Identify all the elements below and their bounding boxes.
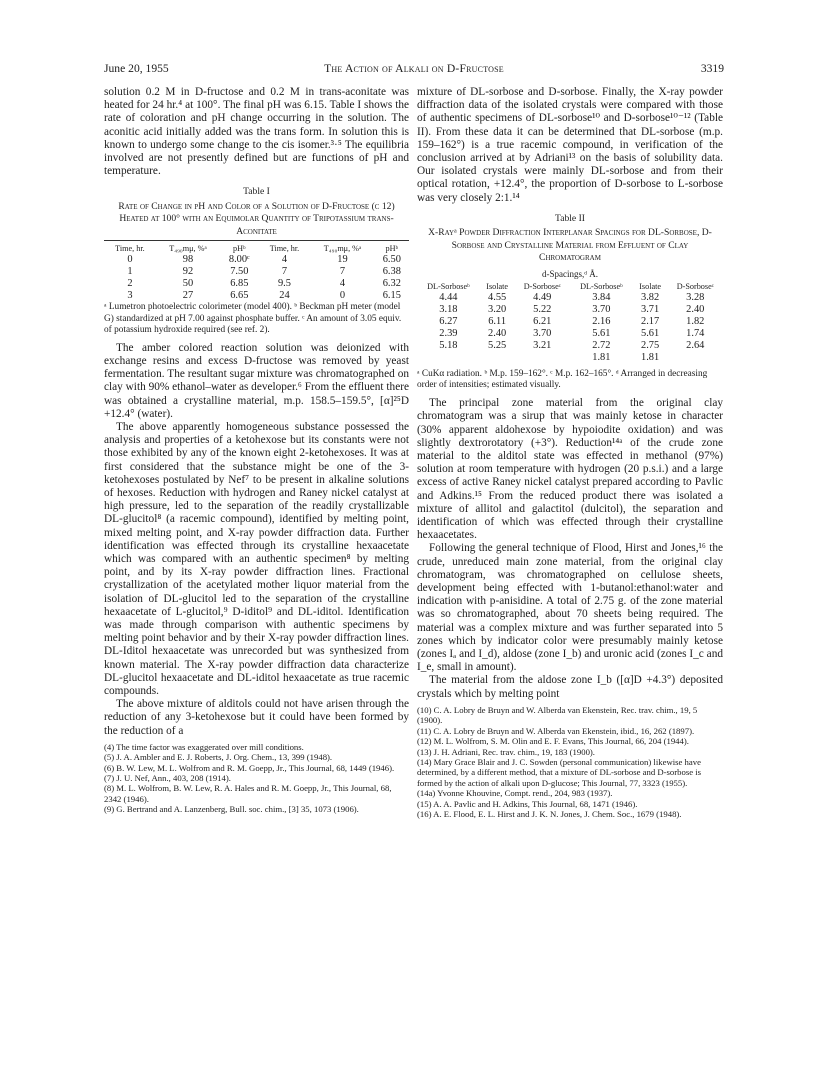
table-cell: 4: [339, 278, 346, 290]
left-paragraph-1: solution 0.2 M in D-fructose and 0.2 M in trans-aconitate was heated for 24 hr.⁴ at 100°. The final pH was 6.15. Table I shows the rate of coloration and pH change occurring in the solution. The aconitic acid initially added was the trans form. In solution this is known to undergo some change to the cis isomer.³·⁵ The equilibria involved are not presently defined but are functions of pH and temperature.: [104, 86, 409, 178]
table-cell: 6.27: [439, 316, 458, 328]
table-cell: 2.40: [686, 304, 705, 316]
table-cell: 3: [127, 290, 133, 302]
table1-caption: Table I: [243, 186, 270, 198]
table-row: [104, 266, 409, 278]
table-cell: 98: [182, 254, 194, 266]
table-cell: 2.40: [488, 328, 507, 340]
table-cell: 3.21: [533, 340, 552, 352]
table-cell: 92: [182, 266, 194, 278]
table-cell: 1.74: [686, 328, 705, 340]
table-cell: 9.5: [277, 278, 291, 290]
table-cell: 3.70: [533, 328, 552, 340]
table-cell: 2.17: [641, 316, 660, 328]
table-cell: 3.84: [592, 292, 611, 304]
right-references: [417, 705, 723, 819]
reference-item: (12) M. L. Wolfrom, S. M. Olin and E. F. Evans, This Journal, 66, 204 (1944).: [417, 736, 689, 747]
table1-header-cell: Time, hr.: [115, 244, 145, 254]
table-cell: 2.39: [439, 328, 458, 340]
left-paragraph-2: The amber colored reaction solution was deionized with exchange resins and excess D-fructose was removed by yeast fermentation. The resultant sugar mixture was chromatographed on clay with 90% ethanol–water as developer.⁶ From the effluent there was obtained a crystalline material, m.p. 158.5–159.5°, [α]²⁵D +12.4° (water).: [104, 341, 409, 420]
table-cell: [480, 352, 515, 364]
table-cell: 1.82: [686, 316, 705, 328]
table-cell: 5.61: [592, 328, 611, 340]
table1-header-cell: T₄₉₀mμ, %ᵃ: [323, 244, 362, 254]
table-row: [417, 328, 723, 340]
right-paragraph-3: Following the general technique of Flood, Hirst and Jones,¹⁶ the crude, unreduced main zone material, from the original clay chromatogram, was chromatographed on cellulose sheets, development being effected with 1-butanol:ethanol:water and indication with p-anisidine. A total of 2.75 g. of the zone material was so chromatographed, about 70 sheets being required. The material was a complex mixture and was further separated into 5 zones which by indicator color were presumably mainly ketose (zones Iₐ and I_d), aldose (zone I_b) and uronic acid (zones I_c and I_e, small in amount).: [417, 542, 723, 674]
right-paragraph-2: The principal zone material from the original clay chromatogram was a sirup that was mainly ketose in character (30% apparent aldohexose by hypoiodite oxidation) and was slightly dextrorotatory (+3°). Reduction¹⁴ᵃ of the crude zone material to the alditol state was effected in methanol (97%) solution at room temperature with hydrogen (20 p.s.i.) and a large excess of active Raney nickel catalyst prepared according to Pavlic and Adkins.¹⁵ From the reduced product there was isolated a mixture of allitol and galactitol (dulcitol), the separation and identification of which was effected through their crystalline hexaacetates.: [417, 397, 723, 542]
reference-item: (4) The time factor was exaggerated over mill conditions.: [104, 741, 304, 752]
left-paragraph-3: The above apparently homogeneous substance possessed the analysis and properties of a ketohexose but its constants were not those exhibited by any of the known eight 2-ketohexoses. It was at first considered that the substance might be one of the 3-ketohexoses postulated by Nef⁷ to be present in alkaline solutions of hexoses. Reduction with hydrogen and Raney nickel catalyst at high pressure, led to the separation of the readily crystallizable DL-glucitol⁸ (a racemic compound), identified by melting point, mixed melting point, and X-ray powder diffraction data. Further identification was effected through its crystalline hexaacetate which was compared with an authentic specimen⁸ by melting point, and by its X-ray powder diffraction lines. Fractional crystallization of the acetylated mother liquor material from the isolation of DL-glucitol led to the separation of the crystalline hexaacetate of L-glucitol,⁹ D-iditol⁹ and DL-iditol. Identification was made through comparison with authentic specimens by melting point behavior and by their X-ray powder diffraction lines. DL-Iditol hexaacetate was unrecorded but was synthesized from known material. The X-ray powder diffraction data characterize DL-glucitol hexaacetate and DL-iditol hexaacetate as true racemic compounds.: [104, 420, 409, 697]
table-cell: 3.28: [686, 292, 705, 304]
table-cell: 0: [127, 254, 133, 266]
table1-header-cell: T₄₉₀mμ, %ᵃ: [169, 244, 207, 254]
table-cell: 3.71: [641, 304, 660, 316]
table-cell: 7: [339, 266, 346, 278]
table-cell: 5.18: [439, 340, 458, 352]
table-cell: 1.81: [592, 352, 611, 364]
table2-caption: Table II: [555, 212, 585, 224]
reference-item: (14a) Yvonne Khouvine, Compt. rend., 204, 983 (1937).: [417, 788, 613, 799]
table-cell: 6.38: [382, 266, 401, 278]
table-row: [104, 278, 409, 290]
table-cell: 5.61: [641, 328, 660, 340]
table2-header-cell: D-Sorboseᶜ: [676, 282, 714, 292]
table2-header-cell: DL-Sorboseᵇ: [580, 282, 623, 292]
table-cell: 50: [182, 278, 194, 290]
table-cell: 6.21: [533, 316, 552, 328]
table2-span-heading: d-Spacings,ᵈ Å.: [541, 268, 599, 279]
table-cell: 7.50: [230, 266, 249, 278]
table-cell: [668, 352, 723, 364]
table-cell: 5.22: [533, 304, 552, 316]
table-cell: 1.81: [641, 352, 660, 364]
reference-item: (5) J. A. Ambler and E. J. Roberts, J. Org. Chem., 13, 399 (1948).: [104, 752, 333, 763]
table-cell: 6.85: [230, 278, 249, 290]
left-paragraph-4: The above mixture of alditols could not have arisen through the reduction of any 3-ketohexose but it could have been formed by the reduction of a: [104, 698, 409, 737]
table-cell: 3.70: [592, 304, 611, 316]
table-row: [104, 290, 409, 302]
right-paragraph-1: mixture of DL-sorbose and D-sorbose. Finally, the X-ray powder diffraction data of the isolated crystals were compared with those of authentic specimens of DL-sorbose¹⁰ and D-sorbose¹⁰⁻¹² (Table II). From these data it can be determined that DL-sorbose (m.p. 159–162°) is a true racemic compound, in verification of the conclusion arrived at by Adriani¹³ on the basis of solubility data. Our isolated crystals were mainly DL-sorbose and from their optical rotation, +12.4°, the proportion of D-sorbose to L-sorbose was very closely 2:1.¹⁴: [417, 86, 723, 204]
right-column: [417, 86, 723, 819]
reference-item: (6) B. W. Lew, M. L. Wolfrom and R. M. Goepp, Jr., This Journal, 68, 1449 (1946).: [104, 762, 395, 773]
table-cell: 6.32: [382, 278, 401, 290]
table-cell: 4.55: [488, 292, 507, 304]
table2: [417, 281, 723, 364]
table-cell: 27: [182, 290, 194, 302]
table-row: [417, 352, 723, 364]
table-cell: 7: [281, 266, 288, 278]
table1-title: Rate of Change in pH and Color of a Solution of D-Fructose (c 12) Heated at 100° with an Equimolar Quantity of Tripotassium trans-Aconitate: [118, 200, 395, 237]
table-cell: 3.82: [641, 292, 660, 304]
table2-header-cell: Isolate: [639, 282, 662, 292]
table-cell: 5.25: [488, 340, 507, 352]
table2-header-cell: D-Sorboseᶜ: [523, 282, 561, 292]
table-cell: 24: [279, 290, 290, 302]
reference-item: (13) J. H. Adriani, Rec. trav. chim., 19, 183 (1900).: [417, 746, 595, 757]
table-cell: 0: [339, 290, 346, 302]
table-cell: 6.50: [382, 254, 401, 266]
table-cell: 2: [127, 278, 133, 290]
header-title: The Action of Alkali on D-Fructose: [324, 62, 504, 75]
reference-item: (8) M. L. Wolfrom, B. W. Lew, R. A. Hales and R. M. Goepp, Jr., This Journal, 68, 2342 (1946).: [104, 783, 392, 804]
table1-header-cell: Time, hr.: [269, 244, 300, 254]
reference-item: (10) C. A. Lobry de Bruyn and W. Alberda van Ekenstein, Rec. trav. chim., 19, 5 (1900).: [417, 704, 698, 726]
left-references: [104, 742, 409, 815]
table2-header-cell: Isolate: [486, 282, 509, 292]
running-header: [104, 62, 724, 78]
left-column: [104, 86, 409, 815]
table-cell: 19: [337, 254, 348, 266]
reference-item: (14) Mary Grace Blair and J. C. Sowden (personal communication) likewise have determined, by a different method, that a mixture of DL-sorbose and D-sorbose is formed by the action of alkali upon D-glucose; This Journal, 77, 3323 (1955).: [417, 756, 702, 788]
table-cell: 2.72: [592, 340, 611, 352]
table-row: [417, 304, 723, 316]
table-cell: [515, 352, 570, 364]
table-row: [104, 254, 409, 266]
table-row: [417, 292, 723, 304]
reference-item: (11) C. A. Lobry de Bruyn and W. Alberda van Ekenstein, ibid., 16, 262 (1897).: [417, 725, 695, 736]
table1-footnotes: ᵃ Lumetron photoelectric colorimeter (model 400). ᵇ Beckman pH meter (model G) standardized at pH 7.00 against phosphate buffer. ᶜ An amount of 3.05 equiv. of potassium hydroxide required (see ref. 2).: [104, 302, 402, 335]
header-date: June 20, 1955: [104, 62, 169, 75]
table-cell: 6.15: [382, 290, 401, 302]
table2-title: X-Rayᵃ Powder Diffraction Interplanar Spacings for DL-Sorbose, D-Sorbose and Crystalline Material from Effluent of Clay Chromatogram: [428, 227, 712, 264]
header-page-number: 3319: [700, 62, 724, 75]
table-cell: 2.64: [686, 340, 705, 352]
table-row: [417, 316, 723, 328]
table-cell: 4.49: [533, 292, 552, 304]
table-cell: 6.65: [230, 290, 249, 302]
table1-header-cell: pHᵇ: [233, 244, 246, 254]
table-cell: 4.44: [439, 292, 458, 304]
table2-header-cell: DL-Sorboseᵇ: [427, 282, 470, 292]
right-paragraph-4: The material from the aldose zone I_b ([α]D +4.3°) deposited crystals which by melting point: [417, 674, 723, 700]
reference-item: (15) A. A. Pavlic and H. Adkins, This Journal, 68, 1471 (1946).: [417, 798, 638, 809]
table-cell: 3.18: [439, 304, 458, 316]
reference-item: (9) G. Bertrand and A. Lanzenberg, Bull. soc. chim., [3] 35, 1073 (1906).: [104, 804, 359, 815]
table-cell: 2.75: [641, 340, 660, 352]
table-cell: 1: [127, 266, 133, 278]
table-cell: [417, 352, 480, 364]
table1-top-rule: [104, 240, 409, 241]
table-cell: 8.00ᶜ: [228, 254, 250, 266]
table1-header-row: [104, 243, 409, 254]
table-cell: 3.20: [488, 304, 507, 316]
table-cell: 4: [281, 254, 288, 266]
reference-item: (7) J. U. Nef, Ann., 403, 208 (1914).: [104, 773, 231, 784]
table1: [104, 243, 409, 302]
table-cell: 2.16: [592, 316, 611, 328]
table2-header-row: [417, 281, 723, 292]
table1-header-cell: pHᵇ: [385, 244, 399, 254]
table-cell: 6.11: [488, 316, 507, 328]
reference-item: (16) A. E. Flood, E. L. Hirst and J. K. N. Jones, J. Chem. Soc., 1679 (1948).: [417, 808, 682, 819]
table2-footnotes: ᵃ CuKα radiation. ᵇ M.p. 159–162°. ᶜ M.p. 162–165°. ᵈ Arranged in decreasing order of intensities; estimated visually.: [417, 369, 708, 391]
table-row: [417, 340, 723, 352]
